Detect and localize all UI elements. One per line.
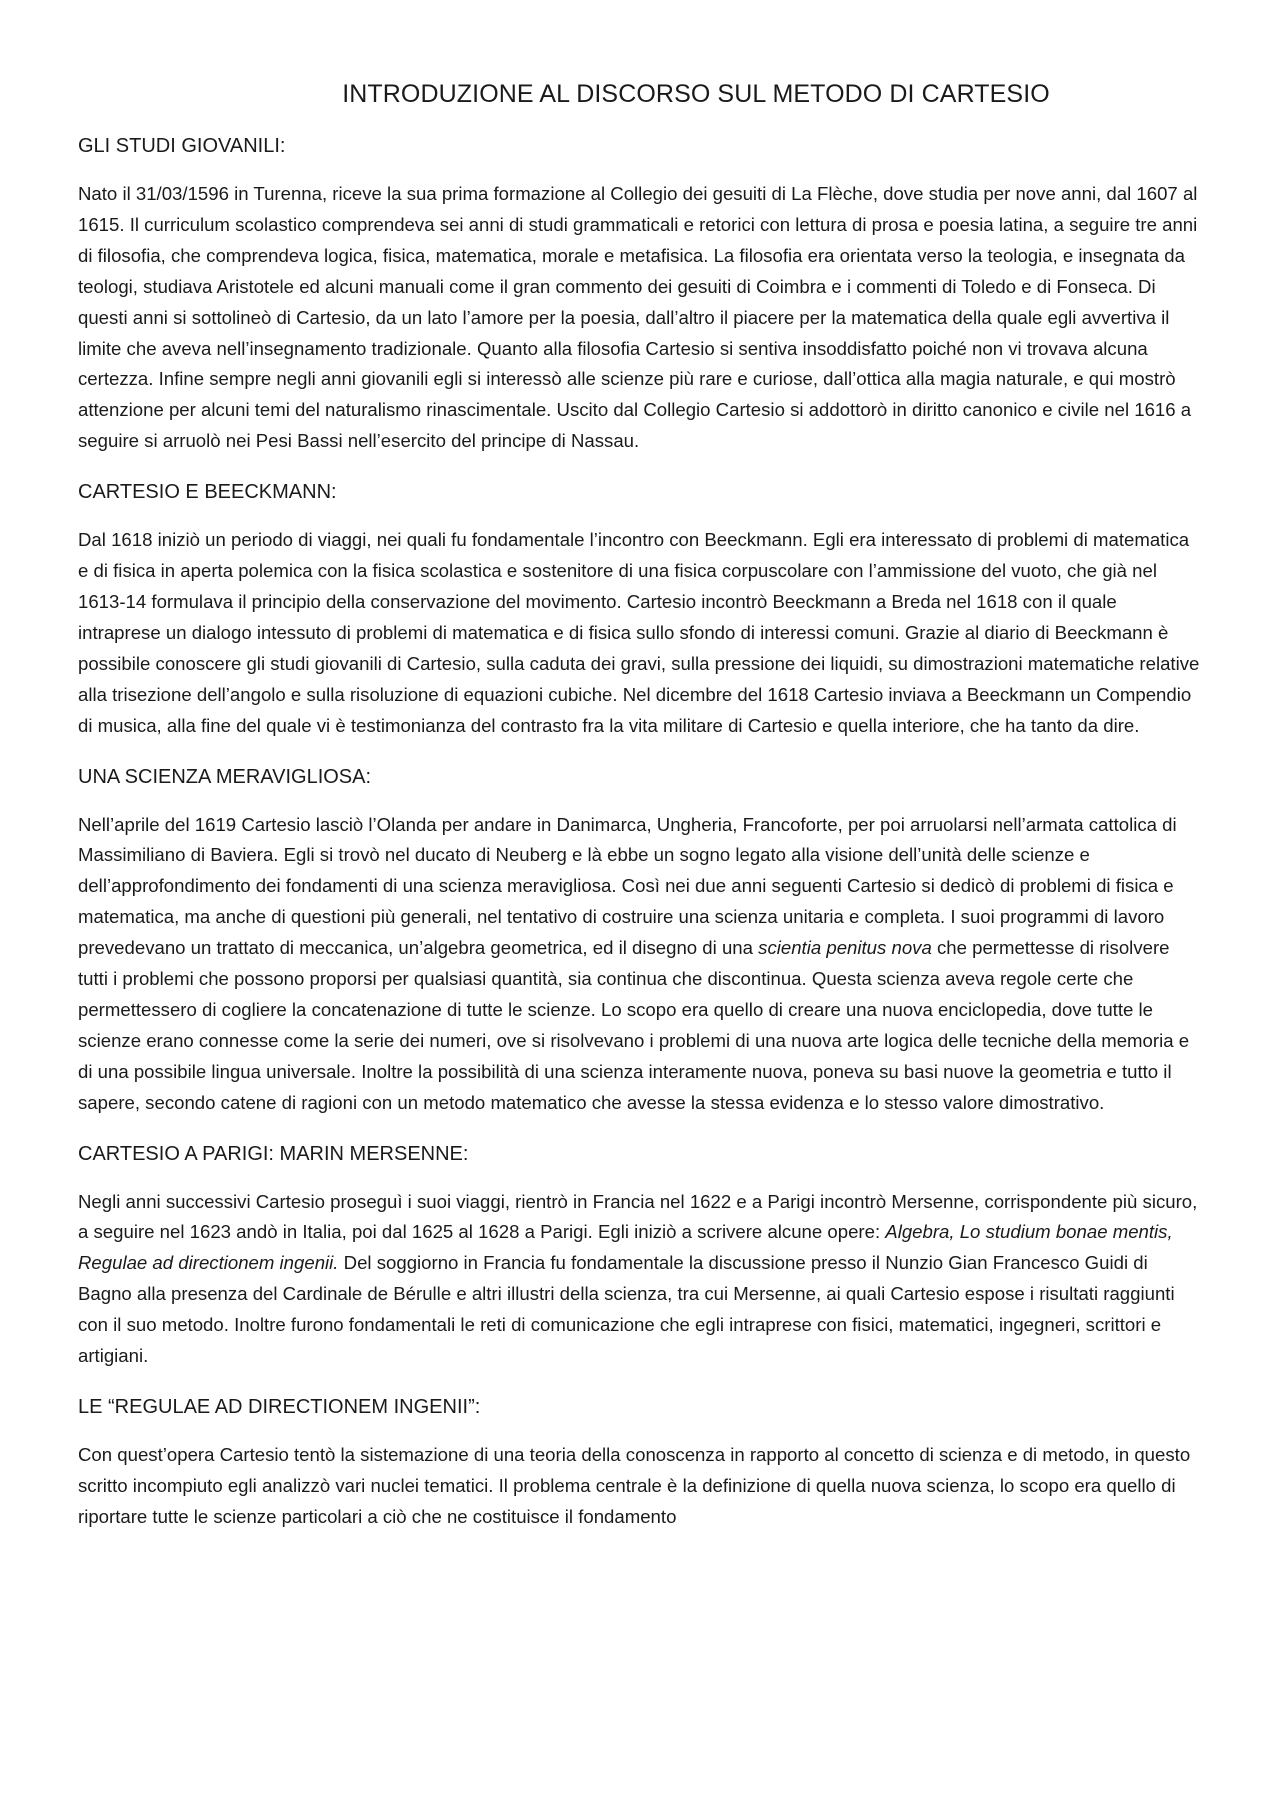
section-paragraph: [78, 810, 1202, 1119]
italic-works-list: Algebra, Lo studium bonae mentis, Regulae ad directionem ingenii.: [78, 1221, 1173, 1274]
section-paragraph: Dal 1618 iniziò un periodo di viaggi, nei quali fu fondamentale l’incontro con Beeckmann. Egli era interessato di problemi di matematica e di fisica in aperta polemica con la fisica scolastica e sostenitore di una fisica corpuscolare con l’ammissione del vuoto, che già nel 1613-14 formulava il principio della conservazione del movimento. Cartesio incontrò Beeckmann a Breda nel 1618 con il quale intraprese un dialogo intessuto di problemi di matematica e di fisica sullo sfondo di interessi comuni. Grazie al diario di Beeckmann è possibile conoscere gli studi giovanili di Cartesio, sulla caduta dei gravi, sulla pressione dei liquidi, su dimostrazioni matematiche relative alla trisezione dell’angolo e sulla risoluzione di equazioni cubiche. Nel dicembre del 1618 Cartesio inviava a Beeckmann un Compendio di musica, alla fine del quale vi è testimonianza del contrasto fra la vita militare di Cartesio e quella interiore, che ha tanto da dire.: [78, 529, 1200, 736]
paragraph-text: Nell’aprile del 1619 Cartesio lasciò l’Olanda per andare in Danimarca, Ungheria, Francoforte, per poi arruolarsi nell’armata cattolica di Massimiliano di Baviera. Egli si trovò nel ducato di Neuberg e là ebbe un sogno legato alla visione dell’unità delle scienze e dell’approfondimento dei fondamenti di una scienza meravigliosa. Così nei due anni seguenti Cartesio si dedicò di problemi di fisica e matematica, ma anche di questioni più generali, nel tentativo di costruire una scienza unitaria e completa. I suoi programmi di lavoro prevedevano un trattato di meccanica, un’algebra geometrica, ed il disegno di una: [78, 813, 1177, 959]
section-paragraph: [78, 1187, 1202, 1372]
paragraph-text: Del soggiorno in Francia fu fondamentale la discussione presso il Nunzio Gian Francesco Guidi di Bagno alla presenza del Cardinale de Bérulle e altri illustri della scienza, tra cui Mersenne, ai quali Cartesio espose i risultati raggiunti con il suo metodo. Inoltre furono fondamentali le reti di comunicazione che egli intraprese con fisici, matematici, ingegneri, scrittori e artigiani.: [78, 1252, 1175, 1367]
section-heading: CARTESIO E BEECKMANN:: [78, 481, 337, 504]
section-cartesio-parigi: [78, 1141, 1202, 1372]
document-title: INTRODUZIONE AL DISCORSO SUL METODO DI CARTESIO: [342, 80, 1050, 108]
paragraph-text: che permettesse di risolvere tutti i problemi che possono proporsi per qualsiasi quantità, sia continua che discontinua. Questa scienza aveva regole certe che permettessero di cogliere la concatenazione di tutte le scienze. Lo scopo era quello di creare una nuova enciclopedia, dove tutte le scienze erano connesse come la serie dei numeri, ove si risolvevano i problemi di una nuova arte logica delle tecniche della memoria e di una possibile lingua universale. Inoltre la possibilità di una scienza interamente nuova, poneva su basi nuove la geometria e tutto il sapere, secondo catene di ragioni con un metodo matematico che avesse la stessa evidenza e lo stesso valore dimostrativo.: [78, 937, 1190, 1113]
section-heading: GLI STUDI GIOVANILI:: [78, 135, 286, 157]
section-scienza-meravigliosa: [78, 764, 1202, 1119]
section-paragraph: Con quest’opera Cartesio tentò la sistemazione di una teoria della conoscenza in rapporto al concetto di scienza e di metodo, in questo scritto incompiuto egli analizzò vari nuclei tematici. Il problema centrale è la definizione di quella nuova scienza, lo scopo era quello di riportare tutte le scienze particolari a ciò che ne costituisce il fondamento: [78, 1444, 1191, 1527]
section-studi-giovanili: [78, 133, 1202, 457]
document-page: [78, 80, 1202, 1555]
section-regulae: [78, 1394, 1202, 1533]
section-heading: LE “REGULAE AD DIRECTIONEM INGENII”:: [78, 1396, 481, 1418]
italic-title: scientia penitus nova: [758, 937, 932, 959]
section-heading: UNA SCIENZA MERAVIGLIOSA:: [78, 765, 372, 788]
section-cartesio-beeckmann: [78, 479, 1202, 741]
section-heading: CARTESIO A PARIGI: MARIN MERSENNE:: [78, 1142, 469, 1165]
paragraph-text: Negli anni successivi Cartesio proseguì i suoi viaggi, rientrò in Francia nel 1622 e a Parigi incontrò Mersenne, corrispondente più sicuro, a seguire nel 1623 andò in Italia, poi dal 1625 al 1628 a Parigi. Egli iniziò a scrivere alcune opere:: [78, 1190, 1198, 1243]
section-paragraph: Nato il 31/03/1596 in Turenna, riceve la sua prima formazione al Collegio dei gesuiti di La Flèche, dove studia per nove anni, dal 1607 al 1615. Il curriculum scolastico comprendeva sei anni di studi grammaticali e retorici con lettura di prosa e poesia latina, a seguire tre anni di filosofia, che comprendeva logica, fisica, matematica, morale e metafisica. La filosofia era orientata verso la teologia, e insegnata da teologi, studiava Aristotele ed alcuni manuali come il gran commento dei gesuiti di Coimbra e i commenti di Toledo e di Fonseca. Di questi anni si sottolineò di Cartesio, da un lato l’amore per la poesia, dall’altro il piacere per la matematica della quale egli avvertiva il limite che aveva nell’insegnamento tradizionale. Quanto alla filosofia Cartesio si sentiva insoddisfatto poiché non vi trovava alcuna certezza. Infine sempre negli anni giovanili egli si interessò alle scienze più rare e curiose, dall’ottica alla magia naturale, e qui mostrò attenzione per alcuni temi del naturalismo rinascimentale. Uscito dal Collegio Cartesio si addottorò in diritto canonico e civile nel 1616 a seguire si arruolò nei Pesi Bassi nell’esercito del principe di Nassau.: [78, 183, 1198, 452]
